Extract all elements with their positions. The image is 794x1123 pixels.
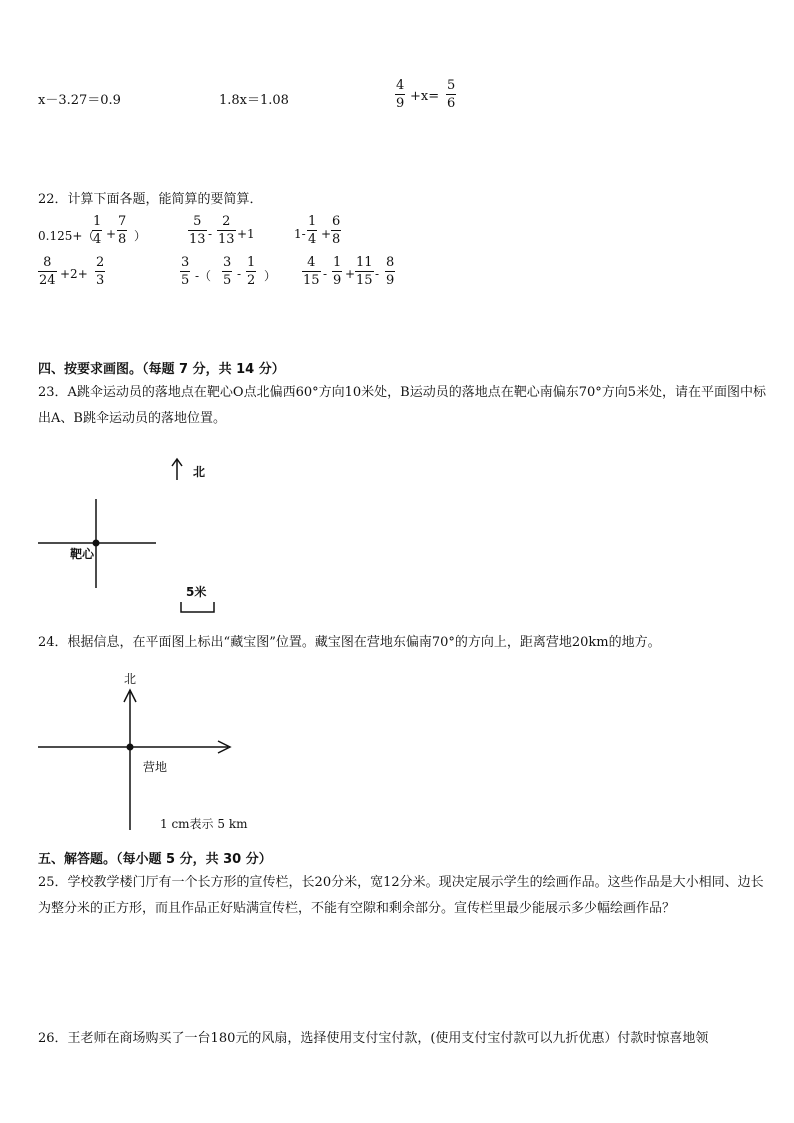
numerator: 4 — [307, 255, 316, 270]
q22-title: 22．计算下面各题，能简算的要简算． — [38, 192, 263, 207]
denominator: 8 — [118, 232, 127, 247]
fraction — [117, 214, 127, 247]
denominator: 9 — [386, 273, 395, 288]
section-4-title: 四、按要求画图。（每题 7 分，共 14 分） — [38, 362, 285, 377]
fraction — [385, 255, 395, 288]
numerator: 5 — [193, 214, 202, 229]
denominator: 4 — [308, 232, 317, 247]
operator: +x= — [410, 89, 440, 104]
fraction — [38, 255, 57, 288]
scale-label: 5米 — [186, 585, 207, 599]
fraction — [222, 255, 232, 288]
denominator: 9 — [333, 273, 342, 288]
equation-1: x－3.27＝0.9 — [38, 93, 121, 108]
operator: + — [321, 227, 332, 241]
operator: + — [106, 227, 117, 241]
numerator: 3 — [181, 255, 190, 270]
fraction — [355, 255, 374, 288]
numerator: 5 — [447, 78, 456, 93]
q26-text: 26．王老师在商场购买了一台180元的风扇，选择使用支付宝付款，(使用支付宝付款可以九折优惠）付款时惊喜地领 — [38, 1031, 709, 1046]
numerator: 8 — [43, 255, 52, 270]
fraction — [217, 214, 236, 247]
q24-text: 24．根据信息，在平面图上标出“藏宝图”位置。藏宝图在营地东偏南70°的方向上，距离营地20km的地方。 — [38, 635, 661, 650]
denominator: 2 — [247, 273, 256, 288]
operator: - — [375, 267, 380, 281]
numerator: 8 — [386, 255, 395, 270]
expr-suffix: +1 — [237, 227, 255, 241]
numerator: 11 — [356, 255, 373, 270]
section-5-title: 五、解答题。（每小题 5 分，共 30 分） — [38, 852, 272, 867]
north-label: 北 — [124, 672, 137, 686]
fraction — [180, 255, 190, 288]
denominator: 15 — [356, 273, 373, 288]
equation-2: 1.8x＝1.08 — [219, 93, 289, 108]
denominator: 15 — [303, 273, 320, 288]
center-label: 靶心 — [70, 547, 95, 561]
operator: +2+ — [60, 267, 88, 281]
numerator: 2 — [96, 255, 105, 270]
expr-prefix: 1- — [294, 227, 306, 241]
q23-diagram-svg — [0, 450, 300, 620]
denominator: 3 — [96, 273, 105, 288]
fraction — [246, 255, 256, 288]
scale-label: 1 cm表示 5 km — [160, 817, 248, 831]
fraction — [395, 78, 405, 111]
fraction — [188, 214, 207, 247]
operator: -（ — [195, 269, 212, 283]
numerator: 3 — [223, 255, 232, 270]
q23-text: 23．A跳伞运动员的落地点在靶心O点北偏西60°方向10米处，B运动员的落地点在靶心南偏东70°方向5米处，请在平面图中标出A、B跳伞运动员的落地位置。 — [38, 385, 767, 426]
q25-text: 25．学校教学楼门厅有一个长方形的宣传栏，长20分米，宽12分米。现决定展示学生的绘画作品。这些作品是大小相同、边长为整分米的正方形，而且作品正好贴满宣传栏，不能有空隙和剩余部分。宣传栏里最少能展示多少幅绘画作品？ — [38, 875, 764, 916]
operator: - — [208, 227, 213, 241]
fraction — [332, 255, 342, 288]
denominator: 6 — [447, 96, 456, 111]
fraction — [307, 214, 317, 247]
center-point — [127, 744, 134, 751]
fraction — [95, 255, 105, 288]
denominator: 9 — [396, 96, 405, 111]
operator: + — [345, 267, 356, 281]
denominator: 13 — [218, 232, 235, 247]
numerator: 1 — [93, 214, 102, 229]
numerator: 6 — [332, 214, 341, 229]
center-label: 营地 — [143, 760, 168, 774]
expr-prefix: 0.125+（ — [38, 229, 95, 243]
operator: - — [237, 267, 242, 281]
scale-bar — [181, 602, 214, 612]
expr-suffix: ） — [134, 229, 147, 243]
north-label: 北 — [193, 465, 206, 479]
denominator: 4 — [93, 232, 102, 247]
denominator: 8 — [332, 232, 341, 247]
numerator: 1 — [308, 214, 317, 229]
numerator: 1 — [247, 255, 256, 270]
fraction — [92, 214, 102, 247]
fraction — [446, 78, 456, 111]
denominator: 5 — [181, 273, 190, 288]
operator: - — [323, 267, 328, 281]
fraction — [331, 214, 341, 247]
denominator: 24 — [39, 273, 56, 288]
denominator: 5 — [223, 273, 232, 288]
expr-suffix: ） — [264, 269, 277, 283]
numerator: 4 — [396, 78, 405, 93]
numerator: 7 — [118, 214, 127, 229]
numerator: 1 — [333, 255, 342, 270]
q24-diagram-svg — [0, 670, 300, 840]
denominator: 13 — [189, 232, 206, 247]
numerator: 2 — [222, 214, 231, 229]
fraction — [302, 255, 321, 288]
